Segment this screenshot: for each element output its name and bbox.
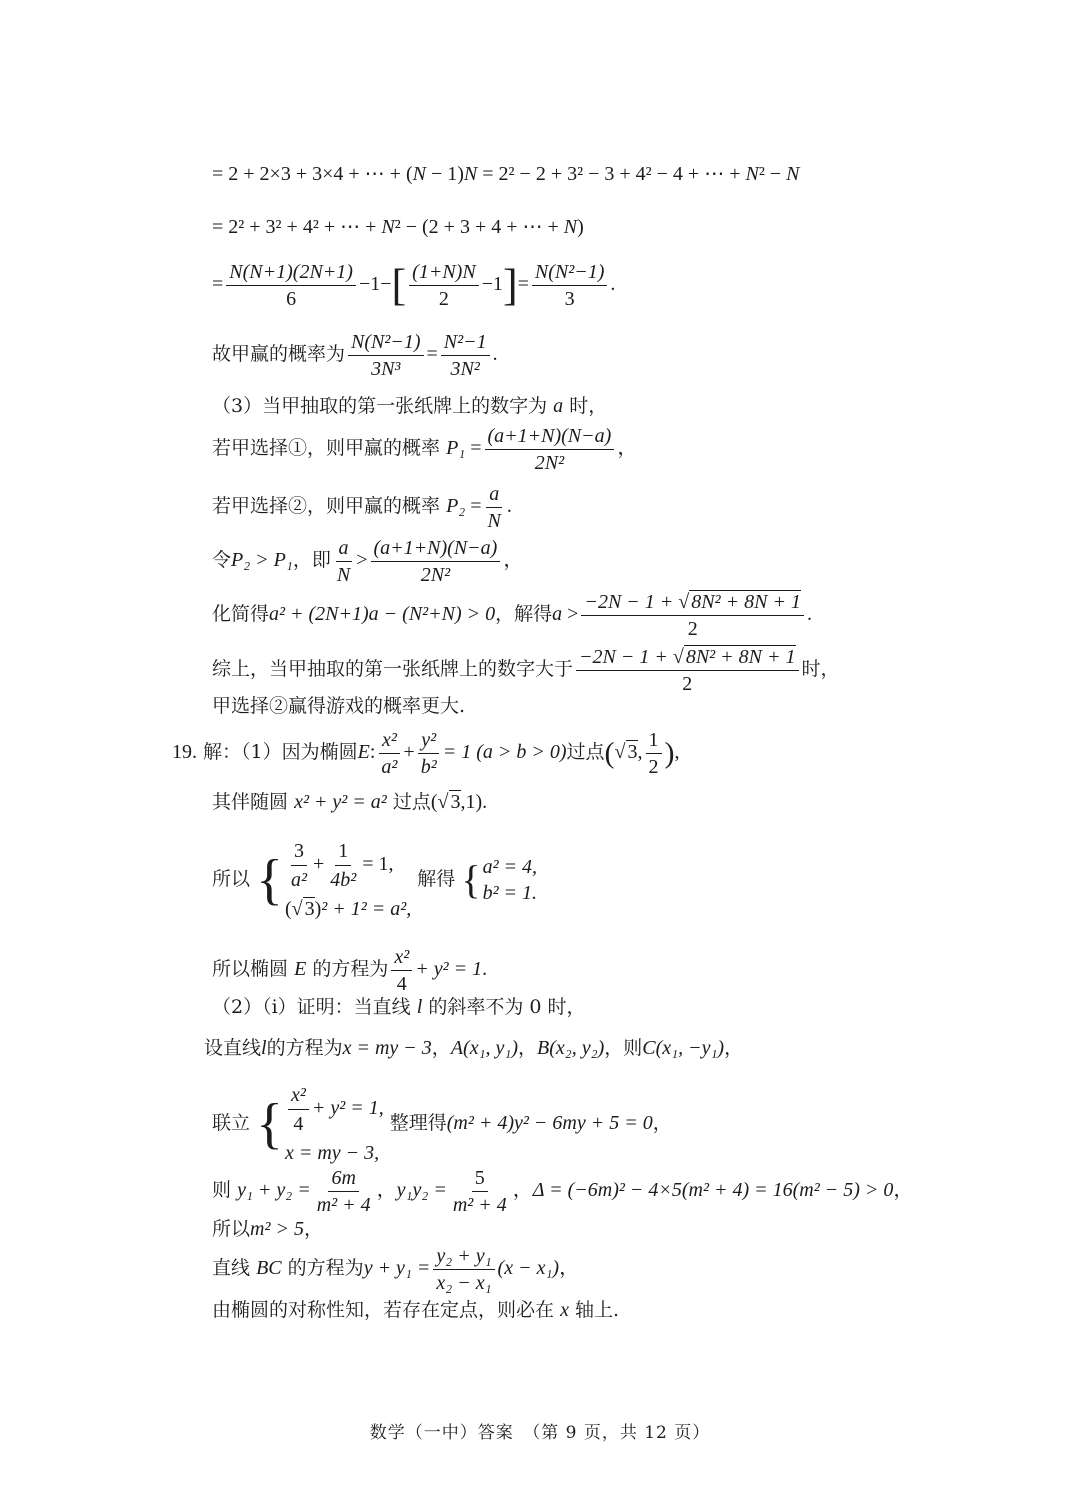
choice-2-probability: 若甲选择②，则甲赢的概率 P₂ = $\frac{a}{N}$ . (212, 483, 512, 532)
derivation-line-2: = 2² + 3² + 4² + ⋯ + N² − (2 + 3 + 4 + ⋯ + N) (212, 216, 584, 238)
equation-system: { $\frac{3}{\text{a²}}$ + $\frac{1}{\text{4b²}}$ = 1, (√ 3)² + 1² = a², (256, 840, 412, 920)
choice-1-probability: 若甲选择①，则甲赢的概率 P₁ = $\frac{(a+1+N)(N-a)}{\text{2N²}}$ ， (212, 425, 638, 474)
line-equation-setup: 设直线l的方程为x = my − 3，A(x₁, y₁)，B(x₂, y₂)，则C(x₁, −y₁)， (204, 1037, 744, 1059)
derivation-line-3: = $\frac{N(N+1)(2N+1)}{6}$ −1−[ $\frac{(1+N)N}{2}$ −1]= $\frac{\text{N(N²−1)}}{3}$ . (212, 260, 616, 310)
conclusion-line: 综上，当甲抽取的第一张纸牌上的数字大于 $\frac{\text{−2N − 1 + √ 8N² + 8N + 1}}{2}$ 时， (212, 646, 840, 695)
simplify-line: 化简得a² + (2N+1)a − (N²+N) > 0，解得a > $\frac{\text{−2N − 1 + √ 8N² + 8N + 1}}{2}$ . (212, 591, 812, 640)
vieta-line: 则 y₁ + y₂ = $\frac{6m}{\text{m² + 4}}$ ，y₁y₂ = $\frac{5}{\text{m² + 4}}$ ，Δ = (−6m)² − 4×5(m² + 4) = 16(m² − 5) > 0， (212, 1167, 914, 1216)
simultaneous-line: 联立 { $\frac{\text{x²}}{4}$ + y² = 1, x = my − 3, 整理得(m² + 4)y² − 6my + 5 = 0， (212, 1084, 672, 1164)
inequality-line: 令P₂ > P₁，即 $\frac{a}{N}$ > $\frac{(a+1+N)(N-a)}{\text{2N²}}$ ， (212, 537, 524, 586)
ellipse-equation-line: 所以椭圆 E 的方程为 $\frac{\text{x²}}{4}$ + y² = 1. (212, 946, 488, 995)
fraction: $\frac{(1+N)N}{2}$ (409, 260, 479, 311)
question-19-line: 19. 解：（1）因为椭圆E: $\frac{\text{x²}}{\text{a²}}$ + $\frac{\text{y²}}{\text{b²}}$ = 1 (a > b > 0)过点(√ 3, $\frac{1}{2}$ ), (172, 729, 680, 778)
derivation-line-1: = 2 + 2×3 + 3×4 + ⋯ + (N − 1)N = 2² − 2 + 3² − 3 + 4² − 4 + ⋯ + N² − N (212, 163, 800, 185)
equation-system: { $\frac{\text{x²}}{4}$ + y² = 1, x = my − 3, (256, 1084, 384, 1164)
probability-line: 故甲赢的概率为 $\frac{\text{N(N²−1)}}{\text{3N³}}$ = $\frac{\text{N²−1}}{\text{3N²}}$ . (212, 331, 498, 380)
m-condition-line: 所以m² > 5， (212, 1218, 323, 1240)
companion-circle-line: 其伴随圆 x² + y² = a² 过点(√ 3,1). (212, 791, 488, 813)
symmetry-line: 由椭圆的对称性知，若存在定点，则必在 x 轴上. (212, 1299, 620, 1321)
question-number: 19. (172, 741, 197, 764)
part-2-intro: （2）（i）证明：当直线 l 的斜率不为 0 时， (212, 996, 586, 1018)
system-line: 所以 { $\frac{3}{\text{a²}}$ + $\frac{1}{\text{4b²}}$ = 1, (√ 3)² + 1² = a², 解得 { a² = 4, b² = 1. (212, 840, 538, 920)
page-footer: 数学（一中）答案 （第 9 页，共 12 页） (369, 1423, 711, 1443)
line-bc-equation: 直线 BC 的方程为y + y₁ = $\frac{\text{y₂ + y₁}}{\text{x₂ − x₁}}$ (x − x₁)， (212, 1245, 580, 1294)
conclusion-end: 甲选择②赢得游戏的概率更大. (212, 695, 466, 717)
fraction: $\frac{\text{N(N²−1)}}{3}$ (532, 260, 608, 311)
fraction: $\frac{N(N+1)(2N+1)}{6}$ (226, 260, 356, 311)
solution-system: { a² = 4, b² = 1. (461, 856, 538, 904)
part-3-intro: （3）当甲抽取的第一张纸牌上的数字为 a 时， (212, 395, 608, 417)
